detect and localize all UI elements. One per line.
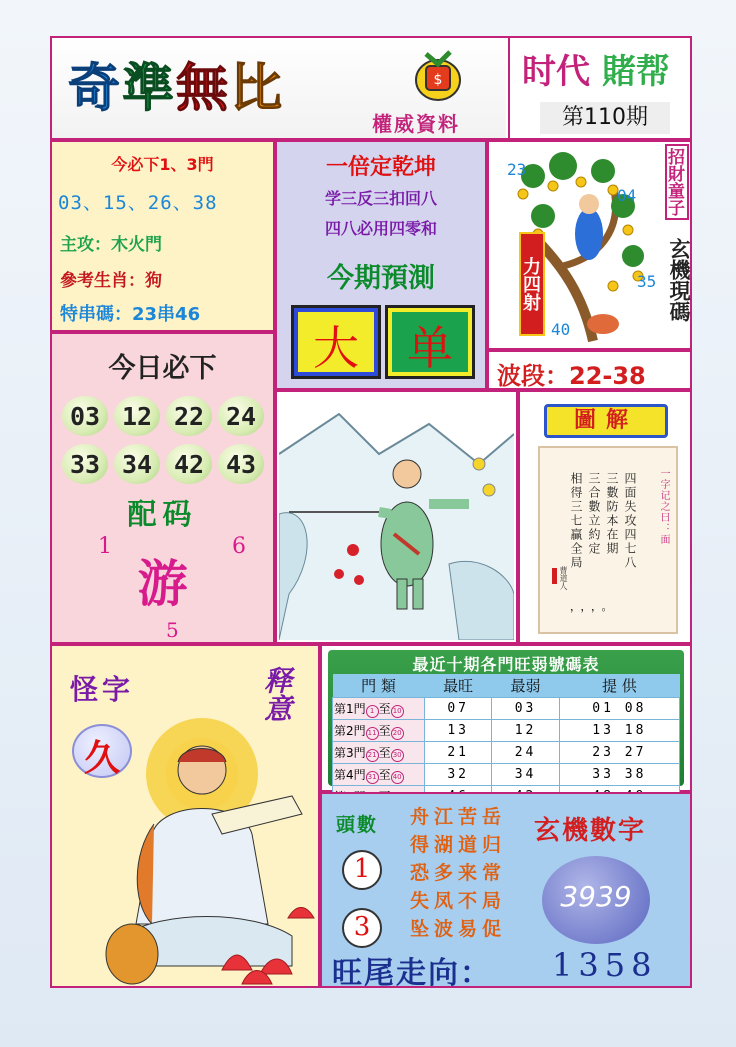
diagram-side-sign: 曹道人	[559, 566, 568, 590]
door-table-body	[332, 674, 680, 808]
table-row	[333, 764, 680, 786]
today-panel	[50, 332, 275, 644]
hot-cell: 21	[425, 742, 492, 764]
door-to: 20	[391, 727, 404, 740]
poem-line: 恐多来常	[410, 862, 507, 884]
swordsman-panel	[275, 390, 518, 644]
header-banner	[50, 36, 692, 140]
door-table-frame	[328, 650, 684, 786]
brand-panel	[508, 38, 690, 138]
prediction-title: 今期預測	[327, 263, 435, 294]
prediction-verse-2: 四八必用四零和	[324, 219, 437, 238]
door-from: 11	[366, 727, 379, 740]
diagram-title-plaque	[544, 404, 668, 438]
today-number: 34	[114, 444, 160, 484]
diagram-col-2: 三數防本在期	[605, 472, 619, 556]
prediction-panel	[275, 140, 487, 390]
today-number: 33	[62, 444, 108, 484]
swordsman-illustration	[279, 394, 514, 640]
diagram-col-1: 四面失攻四七八	[623, 472, 637, 570]
today-number: 24	[218, 396, 264, 436]
diagram-punct: ，，，。	[570, 600, 618, 613]
mystery-num-4: 40	[551, 320, 571, 339]
door-from: 31	[366, 771, 379, 784]
door-label: 第3門	[334, 745, 366, 760]
today-title: 今日必下	[108, 353, 217, 384]
col-header: 門 類	[333, 674, 425, 698]
mystery-power-banner: 力四射	[519, 232, 545, 336]
door-table	[332, 674, 680, 808]
match-char: 游	[137, 555, 188, 613]
issue-number: 第110期	[540, 102, 670, 134]
buddha-illustration	[92, 704, 320, 988]
col-header: 最弱	[492, 674, 559, 698]
subtitle-badge: 權威資料	[372, 112, 460, 136]
table-row	[333, 742, 680, 764]
head-number-1: 1	[353, 854, 371, 884]
wave-section-panel	[487, 350, 692, 390]
page-title	[68, 46, 284, 121]
door-label: 第2門	[334, 723, 366, 738]
strange-char: 久	[83, 738, 120, 779]
give-cell: 13 18	[559, 720, 679, 742]
tips-zodiac: 參考生肖：狗	[60, 271, 162, 291]
head-number-2: 3	[353, 912, 371, 942]
cold-cell: 34	[492, 764, 559, 786]
door-to: 40	[391, 771, 404, 784]
match-title: 配码	[127, 497, 198, 531]
head-number-panel	[320, 792, 692, 991]
col-header: 最旺	[425, 674, 492, 698]
prediction-single-box	[385, 305, 475, 379]
title-panel	[52, 38, 506, 138]
mystery-num-3: 35	[637, 272, 657, 291]
today-number: 22	[166, 396, 212, 436]
mystery-num-2: 04	[617, 186, 637, 205]
diagram-col-3: 三合數立約定	[587, 472, 601, 556]
prediction-big-box	[291, 305, 381, 379]
door-label: 第4門	[334, 767, 366, 782]
mystery-num-1: 23	[507, 160, 527, 179]
diagram-panel	[518, 390, 692, 644]
give-cell: 23 27	[559, 742, 679, 764]
poem-line: 坠波易促	[410, 918, 507, 940]
tips-numbers: 03、15、26、38	[58, 192, 218, 214]
svg-text:$: $	[433, 72, 443, 88]
title-char-1: 奇	[68, 59, 123, 119]
door-from: 21	[366, 749, 379, 762]
today-number: 12	[114, 396, 160, 436]
prediction-verse-1: 学三反三扣回八	[324, 189, 437, 208]
mystery-badge: 招財童子	[665, 144, 689, 220]
give-cell: 33 38	[559, 764, 679, 786]
mystery-number: 3939	[560, 880, 632, 913]
poem-line: 舟江苦岳	[410, 806, 507, 828]
head-number-title: 頭數	[336, 814, 379, 836]
hot-cell: 32	[425, 764, 492, 786]
tips-must-buy: 今必下1、3門	[111, 155, 214, 174]
door-to-label: 至	[378, 745, 391, 760]
brand-right: 賭帮	[601, 52, 670, 92]
table-row	[333, 698, 680, 720]
tips-special: 特串碼：23串46	[60, 304, 201, 325]
cold-cell: 24	[492, 742, 559, 764]
head-number-1-circle	[342, 850, 382, 890]
strange-char-panel	[50, 644, 320, 988]
diagram-side-note: 一字记之曰：面	[658, 468, 669, 545]
brand-left: 时代	[522, 52, 590, 92]
door-cell	[333, 764, 425, 786]
door-cell	[333, 720, 425, 742]
prediction-slogan: 一倍定乾坤	[325, 155, 436, 180]
door-to: 30	[391, 749, 404, 762]
title-char-3: 無	[176, 59, 231, 119]
diagram-title: 圖解	[573, 408, 638, 433]
door-to-label: 至	[378, 701, 391, 716]
cold-cell: 12	[492, 720, 559, 742]
table-row	[333, 720, 680, 742]
today-number: 43	[218, 444, 264, 484]
mystery-number-title: 玄機數字	[534, 816, 647, 846]
door-to-label: 至	[378, 723, 391, 738]
door-to: 10	[391, 705, 404, 718]
money-bag-icon	[412, 44, 464, 102]
prediction-single: 单	[407, 321, 453, 375]
wave-section: 波段：22-38	[497, 362, 646, 390]
tail-trend-label: 旺尾走向：	[332, 956, 492, 991]
tail-trend-value: 1358	[552, 946, 658, 984]
door-cell	[333, 698, 425, 720]
cold-cell: 03	[492, 698, 559, 720]
title-char-4: 比	[230, 59, 285, 119]
door-label: 第1門	[334, 701, 366, 716]
give-cell: 01 08	[559, 698, 679, 720]
mystery-code-panel	[487, 140, 692, 350]
strange-char-title: 怪字	[70, 673, 135, 706]
brand-text	[522, 44, 670, 93]
door-cell	[333, 742, 425, 764]
door-table-title: 最近十期各門旺弱號碼表	[412, 655, 600, 674]
tips-panel	[50, 140, 275, 332]
match-num-3: 5	[166, 618, 179, 642]
door-from: 1	[366, 705, 379, 718]
diagram-seal-icon	[552, 568, 557, 584]
strange-char-subtitle: 释意	[260, 666, 293, 722]
hot-cell: 13	[425, 720, 492, 742]
diagram-scroll	[538, 446, 678, 634]
tips-main-attack: 主攻：木火門	[60, 235, 162, 255]
diagram-col-4: 相得三七贏全局	[569, 472, 583, 570]
mystery-title: 玄機現碼	[667, 238, 691, 322]
door-to-label: 至	[378, 767, 391, 782]
prediction-big: 大	[313, 321, 359, 375]
col-header: 提 供	[559, 674, 679, 698]
poem-line: 得湖道归	[410, 834, 507, 856]
title-char-2: 準	[122, 59, 177, 119]
head-number-2-circle	[342, 908, 382, 948]
match-num-1: 1	[98, 534, 112, 559]
today-number: 42	[166, 444, 212, 484]
today-number: 03	[62, 396, 108, 436]
mystery-number-bubble	[542, 856, 650, 944]
hot-cell: 07	[425, 698, 492, 720]
door-table-panel	[320, 644, 692, 792]
match-num-2: 6	[232, 534, 246, 559]
poem-line: 失凤不局	[410, 890, 507, 912]
